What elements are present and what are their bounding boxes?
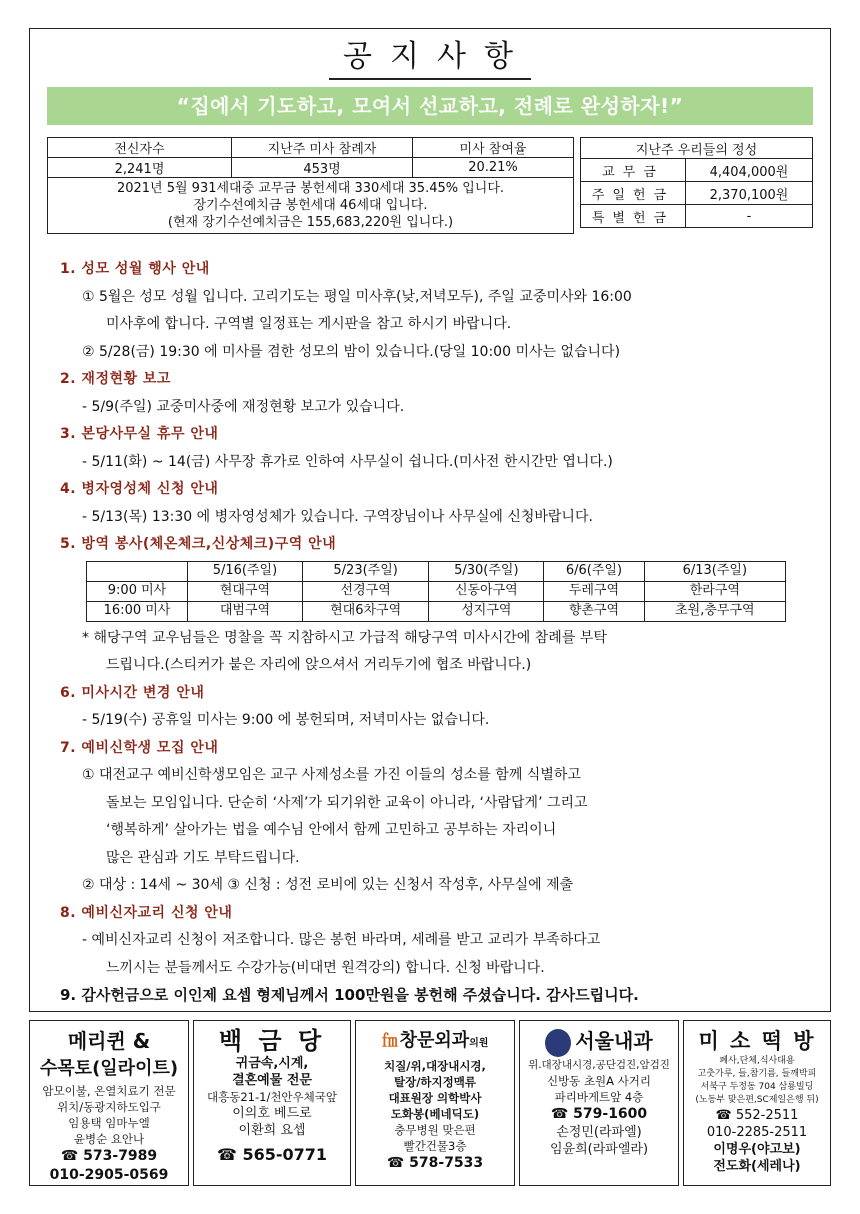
schedule-cell: 선경구역	[302, 581, 429, 601]
section-text: 드립니다.(스티커가 붙은 자리에 앉으셔서 거리두기에 협조 바랍니다.)	[106, 657, 532, 673]
schedule-date: 6/6(주일)	[544, 561, 644, 581]
stats-note: 2021년 5월 931세대중 교무금 봉헌세대 330세대 35.45% 입니다. 장기수선예치금 봉헌세대 46세대 입니다. (현재 장기수선예치금은 155,683,220원 입니다.)	[48, 178, 574, 234]
ad-phone: ☎ 579-1600	[550, 1105, 648, 1122]
section-text: - 5/13(목) 13:30 에 병자영성체가 있습니다. 구역장님이나 사무실에 신청바랍니다.	[82, 508, 593, 525]
ad-phone: 010-2905-0569	[49, 1167, 169, 1183]
schedule-cell: 초원,충무구역	[644, 601, 785, 621]
section-heading: 2. 재정현황 보고	[60, 371, 171, 387]
ad-merriqueen: 메리퀸 & 수목토(일라이트) 암모이불, 온열치료기 전문 위치/동광지하도입구 임용택 임마누엘 윤병순 요안나 ☎ 573-7989 010-2905-0569	[29, 1020, 189, 1186]
section-text: - 5/19(수) 공휴일 미사는 9:00 에 봉헌되며, 저녁미사는 없습니다.	[82, 712, 490, 728]
university-emblem-icon	[545, 1029, 571, 1057]
offering-label: 교무금	[581, 159, 686, 182]
offering-table	[580, 137, 813, 228]
ad-seoul-clinic: 서울내과 위.대장내시경,공단검진,암검진 신방동 초원A 사거리 파리바게트앞 4층 ☎ 579-1600 손정민(라파엘) 임윤희(라파엘라)	[519, 1020, 679, 1186]
section-text: - 5/9(주일) 교중미사중에 재정현황 보고가 있습니다.	[82, 398, 405, 415]
section-heading: 3. 본당사무실 휴무 안내	[60, 426, 219, 442]
sponsor-ads	[29, 1020, 831, 1186]
section-text: - 5/11(화) ~ 14(금) 사무장 휴가로 인하여 사무실이 쉽니다.(미사전 한시간만 엽니다.)	[82, 453, 613, 470]
value-attendees: 453명	[232, 158, 413, 178]
section-text: - 예비신자교리 신청이 저조합니다. 많은 봉헌 바라며, 세례를 받고 교리가 부족하다고	[82, 932, 601, 948]
section-heading: 1. 성모 성월 행사 안내	[60, 261, 210, 277]
schedule-date: 6/13(주일)	[644, 561, 785, 581]
section-heading: 5. 방역 봉사(체온체크,신상체크)구역 안내	[60, 536, 337, 552]
section-text: * 해당구역 교우님들은 명찰을 꼭 지참하시고 가급적 해당구역 미사시간에 참례를 부탁	[82, 629, 607, 646]
schedule-cell: 현대구역	[188, 581, 303, 601]
ad-phone: 010-2285-2511	[706, 1125, 808, 1140]
schedule-cell: 현대6차구역	[302, 601, 429, 621]
section-text: ① 대전교구 예비신학생모임은 교구 사제성소를 가진 이들의 성소를 함께 식별하고	[82, 767, 581, 783]
schedule-time: 16:00 미사	[87, 601, 188, 621]
ad-phone: ☎ 578-7533	[386, 1155, 484, 1171]
schedule-date: 5/30(주일)	[429, 561, 544, 581]
schedule-date: 5/23(주일)	[302, 561, 429, 581]
offering-value: -	[686, 205, 813, 228]
section-text: 돌보는 모임입니다. 단순히 ‘사제’가 되기위한 교육이 아니라, ‘사람답게’ 그리고	[106, 794, 588, 811]
header-members: 전신자수	[48, 138, 232, 158]
schedule-cell: 대범구역	[188, 601, 303, 621]
section-text: ② 대상 : 14세 ~ 30세 ③ 신청 : 성전 로비에 있는 신청서 작성후, 사무실에 제출	[82, 877, 574, 893]
section-text: ① 5월은 성모 성월 입니다. 고리기도는 평일 미사후(낮,저녁모두), 주일 교중미사와 16:00	[82, 288, 632, 305]
value-members: 2,241명	[48, 158, 232, 178]
ad-phone: ☎ 552-2511	[715, 1108, 799, 1123]
value-rate: 20.21%	[413, 158, 574, 178]
thanks-note: 9. 감사헌금으로 이인제 요셉 형제님께서 100만원을 봉헌해 주셨습니다. 감사드립니다.	[60, 986, 639, 1004]
header-attendees: 지난주 미사 참례자	[232, 138, 413, 158]
section-text: ‘행복하게’ 살아가는 법을 예수님 안에서 함께 고민하고 공부하는 자리이니	[106, 822, 557, 838]
header-rate: 미사 참여율	[413, 138, 574, 158]
page-title: 공지사항	[0, 38, 860, 80]
motto-banner: “집에서 기도하고, 모여서 선교하고, 전례로 완성하자!”	[47, 87, 813, 125]
section-heading: 4. 병자영성체 신청 안내	[60, 481, 219, 497]
schedule-cell: 한라구역	[644, 581, 785, 601]
offering-value: 4,404,000원	[686, 159, 813, 182]
schedule-time: 9:00 미사	[87, 581, 188, 601]
offering-header: 지난주 우리들의 정성	[581, 138, 813, 159]
schedule-table	[86, 561, 786, 622]
section-heading: 8. 예비신자교리 신청 안내	[60, 904, 233, 921]
notice-list	[60, 256, 820, 1010]
ad-baekgeumdang: 백 금 당 귀금속,시계, 결혼예물 전문 대흥동21-1/천안우체국앞 이의호 베드로 이환희 요셉 ☎ 565-0771	[193, 1020, 351, 1186]
section-text: 미사후에 합니다. 구역별 일정표는 게시판을 참고 하시기 바랍니다.	[106, 316, 512, 332]
section-heading: 7. 예비신학생 모집 안내	[60, 739, 219, 756]
ad-phone: ☎ 573-7989	[60, 1148, 158, 1164]
ad-changmun-clinic: ㎙ 창문외과의원 치질/위,대장내시경, 탈장/하지정맥류 대표원장 의학박사 도화봉(베네딕도) 충무병원 맞은편 빨간건물3층 ☎ 578-7533	[355, 1020, 515, 1186]
section-text: 느끼시는 분들께서도 수강가능(비대면 원격강의) 합니다. 신청 바랍니다.	[106, 959, 545, 976]
offering-value: 2,370,100원	[686, 182, 813, 205]
schedule-cell: 신동아구역	[429, 581, 544, 601]
schedule-cell: 두레구역	[544, 581, 644, 601]
section-text: ② 5/28(금) 19:30 에 미사를 겸한 성모의 밤이 있습니다.(당일 10:00 미사는 없습니다)	[82, 343, 621, 360]
schedule-cell: 향촌구역	[544, 601, 644, 621]
section-text: 많은 관심과 기도 부탁드립니다.	[106, 849, 300, 866]
schedule-cell: 성지구역	[429, 601, 544, 621]
offering-label: 주일헌금	[581, 182, 686, 205]
ad-miso-rice-cake: 미 소 떡 방 폐사,단체,식사대용 고춧가루, 들,참기름, 들깨박피 서북구 두정동 704 삼룡빌딩 (노동부 맞은편,SC제일은행 뒤) ☎ 552-2511 010-2285-2511 이명우(야고보) 전도화(세레나)	[683, 1020, 831, 1186]
offering-label: 특별헌금	[581, 205, 686, 228]
schedule-corner	[87, 561, 188, 581]
attendance-table	[47, 137, 574, 234]
ad-phone: ☎ 565-0771	[216, 1145, 328, 1164]
clinic-logo-icon: ㎙	[381, 1031, 398, 1050]
section-heading: 6. 미사시간 변경 안내	[60, 684, 205, 701]
schedule-date: 5/16(주일)	[188, 561, 303, 581]
